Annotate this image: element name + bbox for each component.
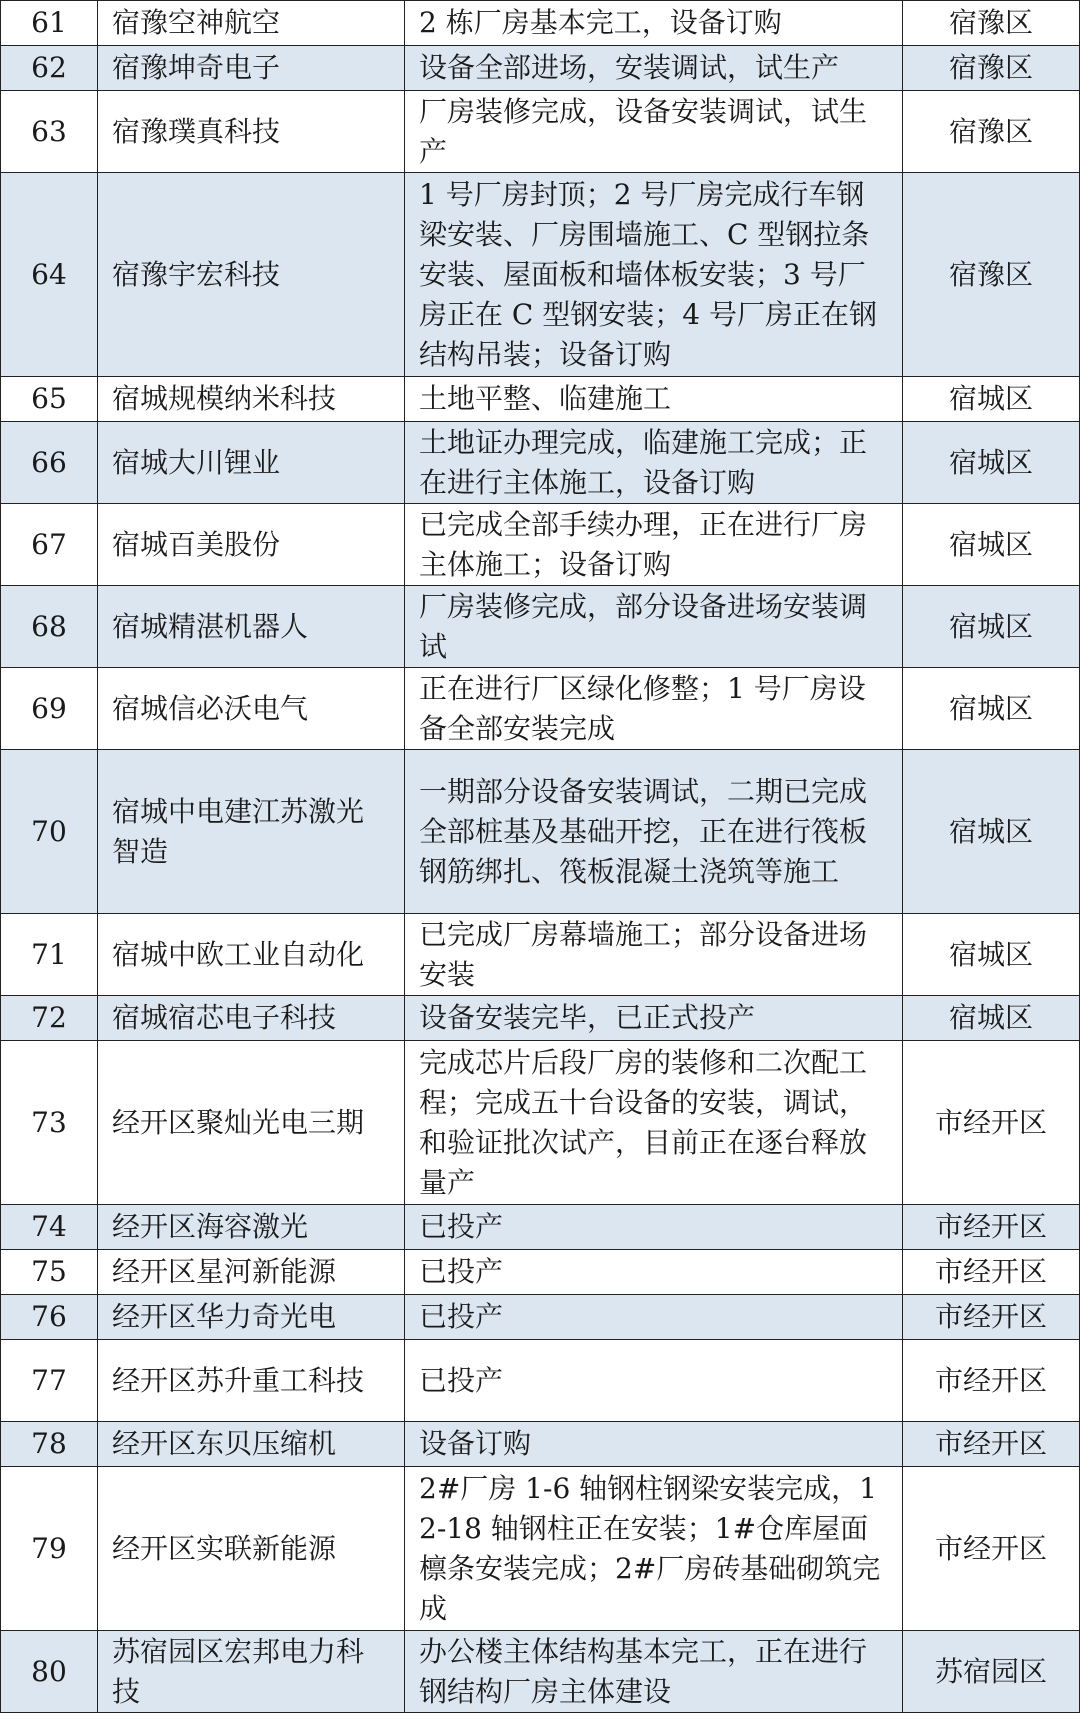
district: 宿豫区 [903,91,1080,173]
table-row [1,504,1080,586]
district: 苏宿园区 [903,1631,1080,1713]
table-row [1,91,1080,173]
row-number: 62 [1,46,98,91]
company-name: 经开区海容激光 [98,1205,405,1250]
row-number: 71 [1,914,98,996]
row-number: 79 [1,1467,98,1631]
district: 宿城区 [903,996,1080,1041]
district: 宿城区 [903,377,1080,422]
row-number: 72 [1,996,98,1041]
progress-text: 1 号厂房封顶；2 号厂房完成行车钢梁安装、厂房围墙施工、C 型钢拉条安装、屋面板和墙体板安装；3 号厂房正在 C 型钢安装；4 号厂房正在钢结构吊装；设备订购 [405,173,903,377]
company-name: 经开区星河新能源 [98,1250,405,1295]
company-name: 宿豫坤奇电子 [98,46,405,91]
company-name: 宿豫空神航空 [98,1,405,46]
district: 市经开区 [903,1041,1080,1205]
progress-text: 已投产 [405,1295,903,1340]
company-name: 经开区实联新能源 [98,1467,405,1631]
district: 宿豫区 [903,46,1080,91]
row-number: 61 [1,1,98,46]
table-row [1,173,1080,377]
district: 宿城区 [903,422,1080,504]
company-name: 经开区华力奇光电 [98,1295,405,1340]
progress-text: 完成芯片后段厂房的装修和二次配工程；完成五十台设备的安装，调试，和验证批次试产，目前正在逐台释放量产 [405,1041,903,1205]
row-number: 78 [1,1422,98,1467]
table-row [1,1205,1080,1250]
table-row [1,1340,1080,1422]
table-row [1,586,1080,668]
progress-text: 已投产 [405,1205,903,1250]
table-row [1,1250,1080,1295]
table-row [1,1041,1080,1205]
district: 宿城区 [903,750,1080,914]
progress-text: 厂房装修完成，部分设备进场安装调试 [405,586,903,668]
table-row [1,1422,1080,1467]
progress-text: 2 栋厂房基本完工，设备订购 [405,1,903,46]
district: 市经开区 [903,1340,1080,1422]
progress-text: 土地证办理完成，临建施工完成；正在进行主体施工，设备订购 [405,422,903,504]
row-number: 68 [1,586,98,668]
row-number: 65 [1,377,98,422]
progress-text: 2#厂房 1-6 轴钢柱钢梁安装完成，12-18 轴钢柱正在安装；1#仓库屋面檩条安装完成；2#厂房砖基础砌筑完成 [405,1467,903,1631]
row-number: 70 [1,750,98,914]
table-row [1,377,1080,422]
district: 市经开区 [903,1467,1080,1631]
district: 宿城区 [903,586,1080,668]
row-number: 73 [1,1041,98,1205]
district: 市经开区 [903,1295,1080,1340]
progress-text: 已投产 [405,1250,903,1295]
progress-text: 设备订购 [405,1422,903,1467]
row-number: 63 [1,91,98,173]
progress-text: 已完成厂房幕墙施工；部分设备进场安装 [405,914,903,996]
row-number: 66 [1,422,98,504]
district: 市经开区 [903,1250,1080,1295]
district: 市经开区 [903,1422,1080,1467]
table-row [1,996,1080,1041]
company-name: 经开区东贝压缩机 [98,1422,405,1467]
company-name: 经开区聚灿光电三期 [98,1041,405,1205]
table-row [1,1295,1080,1340]
company-name: 宿城信必沃电气 [98,668,405,750]
company-name: 经开区苏升重工科技 [98,1340,405,1422]
company-name: 宿城中电建江苏激光智造 [98,750,405,914]
progress-text: 土地平整、临建施工 [405,377,903,422]
table-row [1,750,1080,914]
company-name: 苏宿园区宏邦电力科技 [98,1631,405,1713]
row-number: 74 [1,1205,98,1250]
table-row [1,1,1080,46]
progress-text: 设备全部进场，安装调试，试生产 [405,46,903,91]
company-name: 宿城规模纳米科技 [98,377,405,422]
district: 宿城区 [903,914,1080,996]
table-row [1,914,1080,996]
row-number: 75 [1,1250,98,1295]
row-number: 76 [1,1295,98,1340]
table-row [1,1631,1080,1713]
progress-text: 办公楼主体结构基本完工，正在进行钢结构厂房主体建设 [405,1631,903,1713]
table-row [1,1467,1080,1631]
district: 宿豫区 [903,173,1080,377]
company-name: 宿城百美股份 [98,504,405,586]
company-name: 宿豫宇宏科技 [98,173,405,377]
district: 宿城区 [903,504,1080,586]
district: 宿城区 [903,668,1080,750]
company-name: 宿城宿芯电子科技 [98,996,405,1041]
company-name: 宿城精湛机器人 [98,586,405,668]
row-number: 77 [1,1340,98,1422]
progress-text: 已投产 [405,1340,903,1422]
district: 宿豫区 [903,1,1080,46]
progress-text: 正在进行厂区绿化修整；1 号厂房设备全部安装完成 [405,668,903,750]
row-number: 69 [1,668,98,750]
progress-text: 厂房装修完成，设备安装调试，试生产 [405,91,903,173]
row-number: 80 [1,1631,98,1713]
progress-text: 设备安装完毕，已正式投产 [405,996,903,1041]
table-row [1,46,1080,91]
company-name: 宿豫璞真科技 [98,91,405,173]
company-name: 宿城中欧工业自动化 [98,914,405,996]
district: 市经开区 [903,1205,1080,1250]
table-row [1,422,1080,504]
row-number: 64 [1,173,98,377]
table-row [1,668,1080,750]
progress-text: 一期部分设备安装调试，二期已完成全部桩基及基础开挖，正在进行筏板钢筋绑扎、筏板混凝土浇筑等施工 [405,750,903,914]
row-number: 67 [1,504,98,586]
progress-text: 已完成全部手续办理，正在进行厂房主体施工；设备订购 [405,504,903,586]
company-name: 宿城大川锂业 [98,422,405,504]
